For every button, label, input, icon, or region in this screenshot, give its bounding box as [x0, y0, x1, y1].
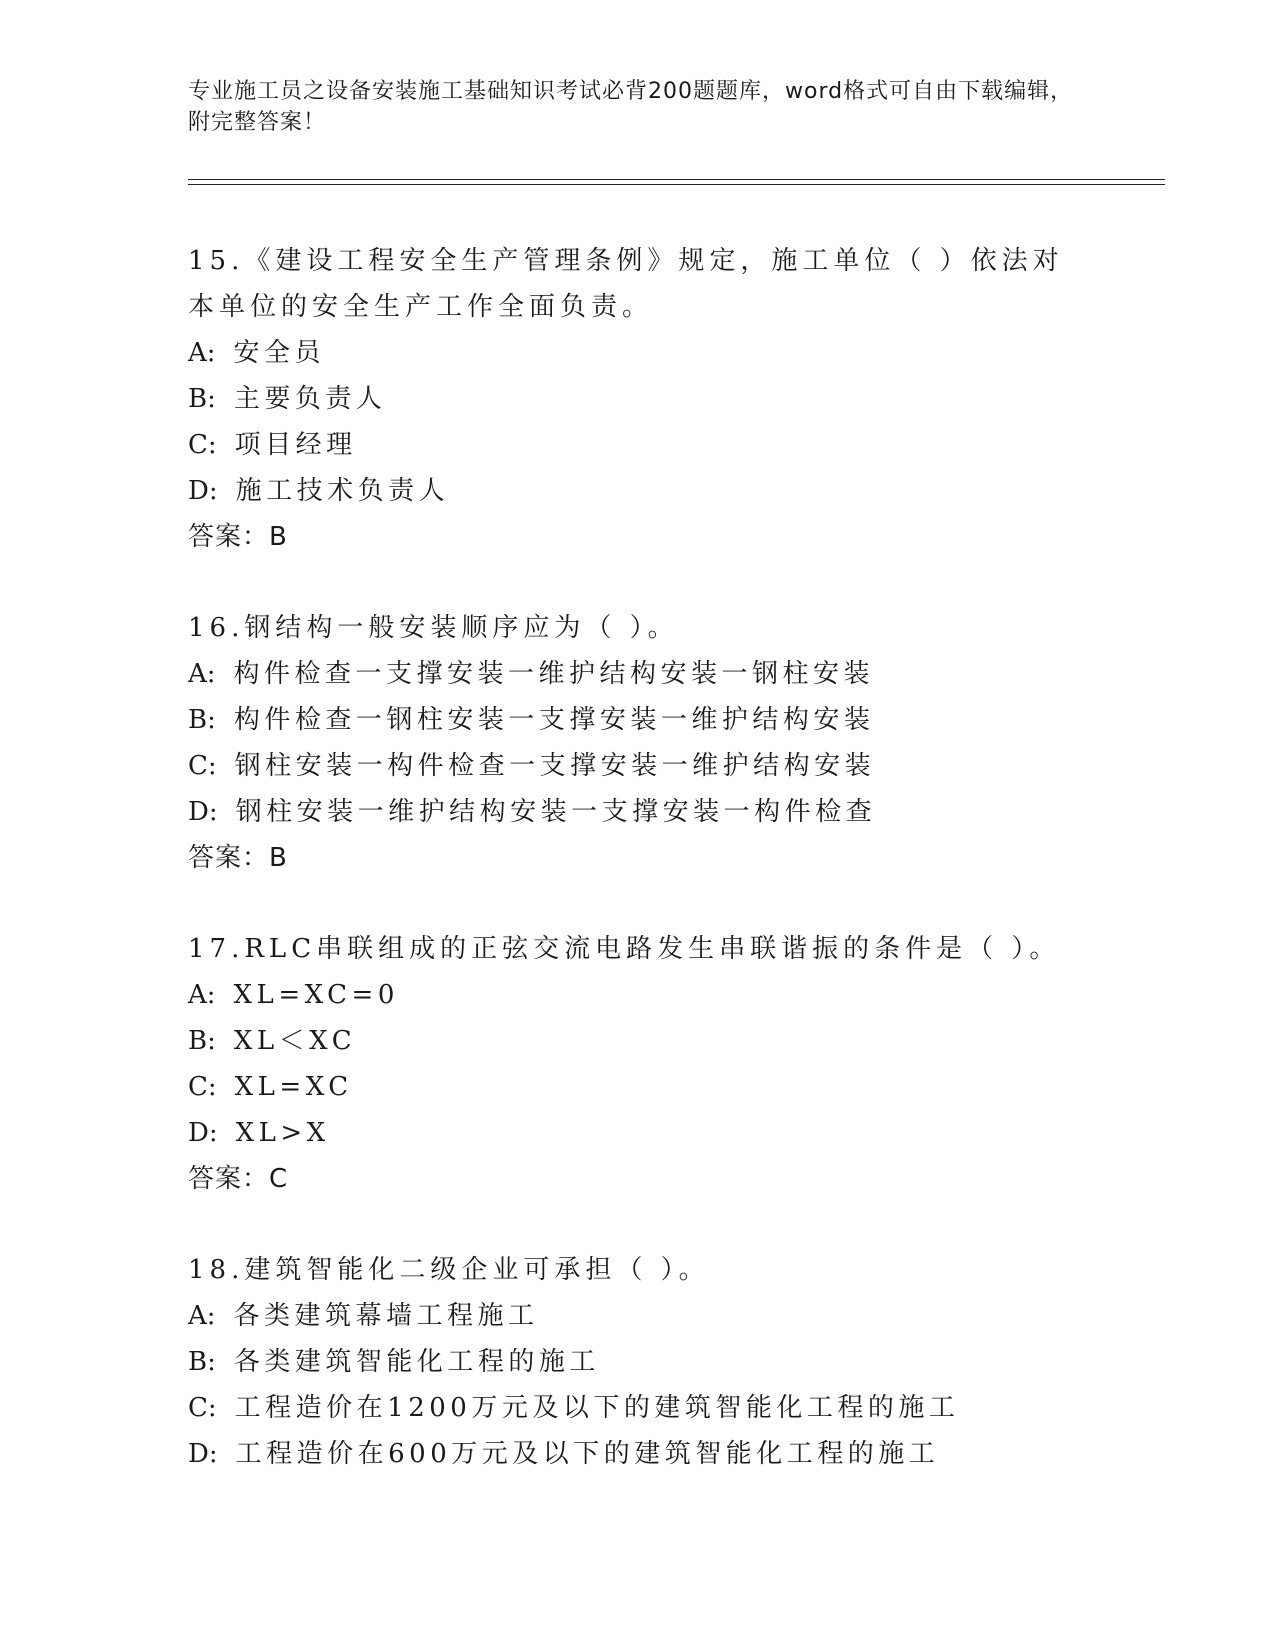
option-d — [188, 1431, 1088, 1477]
option-text: 钢柱安装一构件检查一支撑安装一维护结构安装 — [234, 751, 876, 781]
option-text: 项目经理 — [234, 430, 357, 460]
question-stem: 17.RLC串联组成的正弦交流电路发生串联谐振的条件是（ ）。 — [188, 934, 1061, 964]
option-d — [188, 789, 1088, 835]
option-letter: B: — [188, 1347, 216, 1377]
question-list — [188, 238, 1088, 1477]
option-c — [188, 743, 1088, 789]
option-d — [188, 1110, 1088, 1156]
option-b — [188, 376, 1088, 422]
option-b — [188, 1018, 1088, 1064]
option-text: 施工技术负责人 — [235, 476, 450, 506]
question-18 — [188, 1247, 1088, 1477]
option-letter: A: — [188, 980, 216, 1010]
option-letter: A: — [188, 1301, 216, 1331]
option-letter: A: — [188, 338, 216, 368]
option-letter: C: — [188, 751, 217, 781]
header-rule-bottom — [188, 184, 1165, 185]
header-rule-top — [188, 179, 1165, 180]
option-c — [188, 1385, 1088, 1431]
header-title: 专业施工员之设备安装施工基础知识考试必背200题题库，word格式可自由下载编辑，附完整答案！ — [188, 79, 1074, 135]
question-stem: 16.钢结构一般安装顺序应为（ ）。 — [188, 613, 679, 643]
option-c — [188, 1064, 1088, 1110]
option-letter: A: — [188, 659, 216, 689]
option-text: XL=XC — [234, 1072, 353, 1102]
option-text: 构件检查一支撑安装一维护结构安装一钢柱安装 — [233, 659, 875, 689]
option-text: 安全员 — [233, 338, 326, 368]
option-text: XL=XC=0 — [233, 980, 399, 1010]
option-letter: D: — [188, 797, 218, 827]
option-text: 各类建筑智能化工程的施工 — [233, 1347, 600, 1377]
answer-line: 答案：C — [188, 1164, 289, 1194]
option-letter: C: — [188, 430, 217, 460]
option-letter: B: — [188, 705, 216, 735]
option-letter: D: — [188, 1118, 218, 1148]
option-letter: C: — [188, 1393, 217, 1423]
option-letter: B: — [188, 384, 216, 414]
option-d — [188, 468, 1088, 514]
option-a — [188, 972, 1088, 1018]
option-b — [188, 1339, 1088, 1385]
option-letter: B: — [188, 1026, 216, 1056]
option-text: 主要负责人 — [233, 384, 387, 414]
option-a — [188, 651, 1088, 697]
option-text: 工程造价在600万元及以下的建筑智能化工程的施工 — [235, 1439, 940, 1469]
question-17 — [188, 926, 1088, 1202]
option-letter: D: — [188, 1439, 218, 1469]
question-stem: 18.建筑智能化二级企业可承担（ ）。 — [188, 1255, 710, 1285]
option-b — [188, 697, 1088, 743]
option-text: XL>X — [235, 1118, 330, 1148]
option-letter: D: — [188, 476, 218, 506]
option-text: 钢柱安装一维护结构安装一支撑安装一构件检查 — [235, 797, 877, 827]
question-16 — [188, 605, 1088, 881]
question-stem: 15.《建设工程安全生产管理条例》规定，施工单位（ ）依法对本单位的安全生产工作全面负责。 — [188, 246, 1064, 322]
answer-line: 答案：B — [188, 522, 288, 552]
option-text: 构件检查一钢柱安装一支撑安装一维护结构安装 — [233, 705, 875, 735]
document-header — [188, 76, 1088, 138]
option-a — [188, 330, 1088, 376]
answer-line: 答案：B — [188, 843, 288, 873]
question-15 — [188, 238, 1088, 560]
option-text: 工程造价在1200万元及以下的建筑智能化工程的施工 — [234, 1393, 960, 1423]
option-letter: C: — [188, 1072, 217, 1102]
option-text: XL＜XC — [233, 1026, 357, 1056]
option-c — [188, 422, 1088, 468]
option-a — [188, 1293, 1088, 1339]
option-text: 各类建筑幕墙工程施工 — [233, 1301, 539, 1331]
